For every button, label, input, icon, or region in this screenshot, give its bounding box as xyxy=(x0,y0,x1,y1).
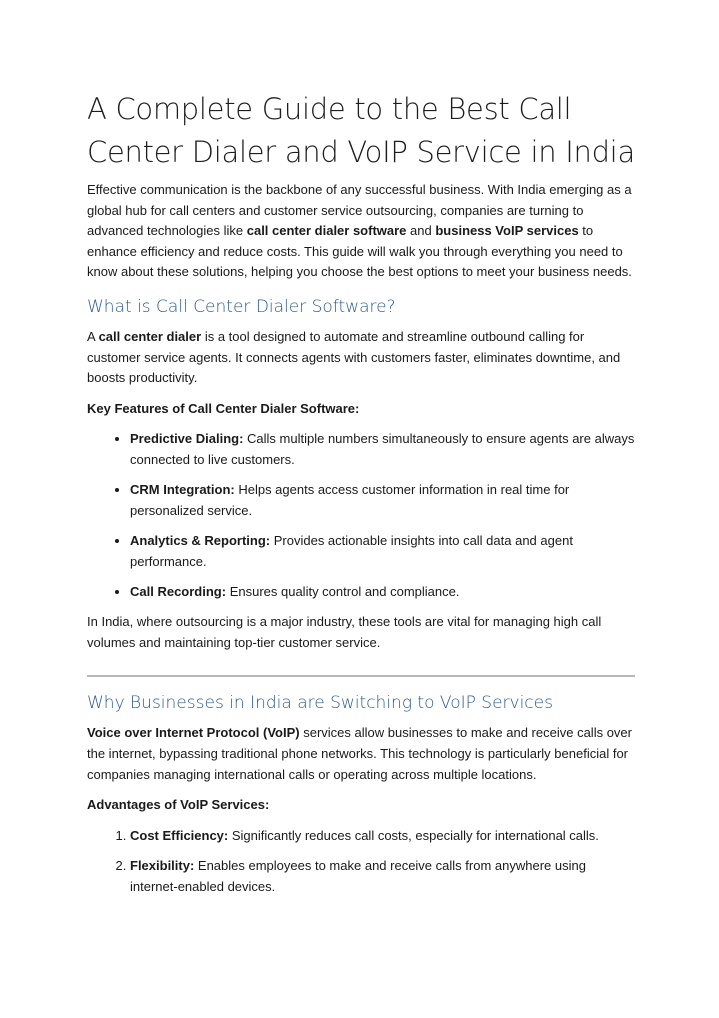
features-heading xyxy=(87,399,635,420)
feature-text: Provides actionable insights into call data and agent performance. xyxy=(130,532,573,569)
section-heading-dialer: What is Call Center Dialer Software? xyxy=(87,296,396,317)
dialer-def-bold: call center dialer xyxy=(98,328,202,344)
list-item xyxy=(130,480,635,521)
intro-bold-voip: business VoIP services xyxy=(435,223,579,239)
intro-paragraph xyxy=(87,180,635,283)
list-item xyxy=(130,582,635,603)
advantages-heading xyxy=(87,795,635,816)
voip-def-text: services allow businesses to make and receive calls over the internet, bypassing traditional phone networks. This technology is particularly beneficial for companies managing international calls or operating across multiple locations. xyxy=(87,725,632,782)
list-item xyxy=(130,826,635,847)
list-item xyxy=(130,429,635,470)
feature-text: Calls multiple numbers simultaneously to ensure agents are always connected to live customers. xyxy=(130,431,635,467)
voip-def-bold: Voice over Internet Protocol (VoIP) xyxy=(87,725,300,741)
list-item xyxy=(130,531,635,572)
features-list xyxy=(87,429,635,602)
voip-definition-paragraph xyxy=(87,723,635,785)
section-heading-voip: Why Businesses in India are Switching to VoIP Services xyxy=(87,693,553,714)
page-title: A Complete Guide to the Best Call Center Dialer and VoIP Service in India xyxy=(87,92,635,169)
advantage-label: Cost Efficiency: xyxy=(130,827,229,843)
intro-text-2: and xyxy=(406,223,436,239)
intro-bold-dialer: call center dialer software xyxy=(246,223,407,239)
feature-label: CRM Integration: xyxy=(130,482,235,498)
feature-label: Predictive Dialing: xyxy=(130,431,244,447)
advantage-label: Flexibility: xyxy=(130,858,195,874)
list-item xyxy=(130,856,635,897)
document-page xyxy=(87,88,635,907)
features-heading-text: Key Features of Call Center Dialer Software: xyxy=(87,400,360,416)
feature-text: Ensures quality control and compliance. xyxy=(226,583,460,599)
feature-label: Analytics & Reporting: xyxy=(130,532,271,548)
intro-text-1: Effective communication is the backbone of any successful business. With India emerging as a global hub for call centers and customer service outsourcing, companies are turning to advanced technologies like xyxy=(87,182,632,239)
feature-label: Call Recording: xyxy=(130,583,227,599)
feature-text: Helps agents access customer information in real time for personalized service. xyxy=(130,482,570,518)
dialer-definition-paragraph xyxy=(87,327,635,389)
advantage-text: Enables employees to make and receive calls from anywhere using internet-enabled devices. xyxy=(130,858,586,894)
dialer-def-text-1: A xyxy=(87,328,99,344)
dialer-def-text-2: is a tool designed to automate and streamline outbound calling for customer service agents. It connects agents with customers faster, eliminates downtime, and boosts productivity. xyxy=(87,328,621,386)
advantages-heading-text: Advantages of VoIP Services: xyxy=(87,797,270,813)
dialer-closing-paragraph: In India, where outsourcing is a major industry, these tools are vital for managing high call volumes and maintaining top-tier customer service. xyxy=(87,614,602,650)
advantage-text: Significantly reduces call costs, especially for international calls. xyxy=(228,827,599,843)
intro-text-3: to enhance efficiency and reduce costs. This guide will walk you through everything you need to know about these solutions, helping you choose the best options to meet your business needs. xyxy=(87,223,632,280)
advantages-list xyxy=(87,826,635,897)
horizontal-divider xyxy=(87,675,635,677)
